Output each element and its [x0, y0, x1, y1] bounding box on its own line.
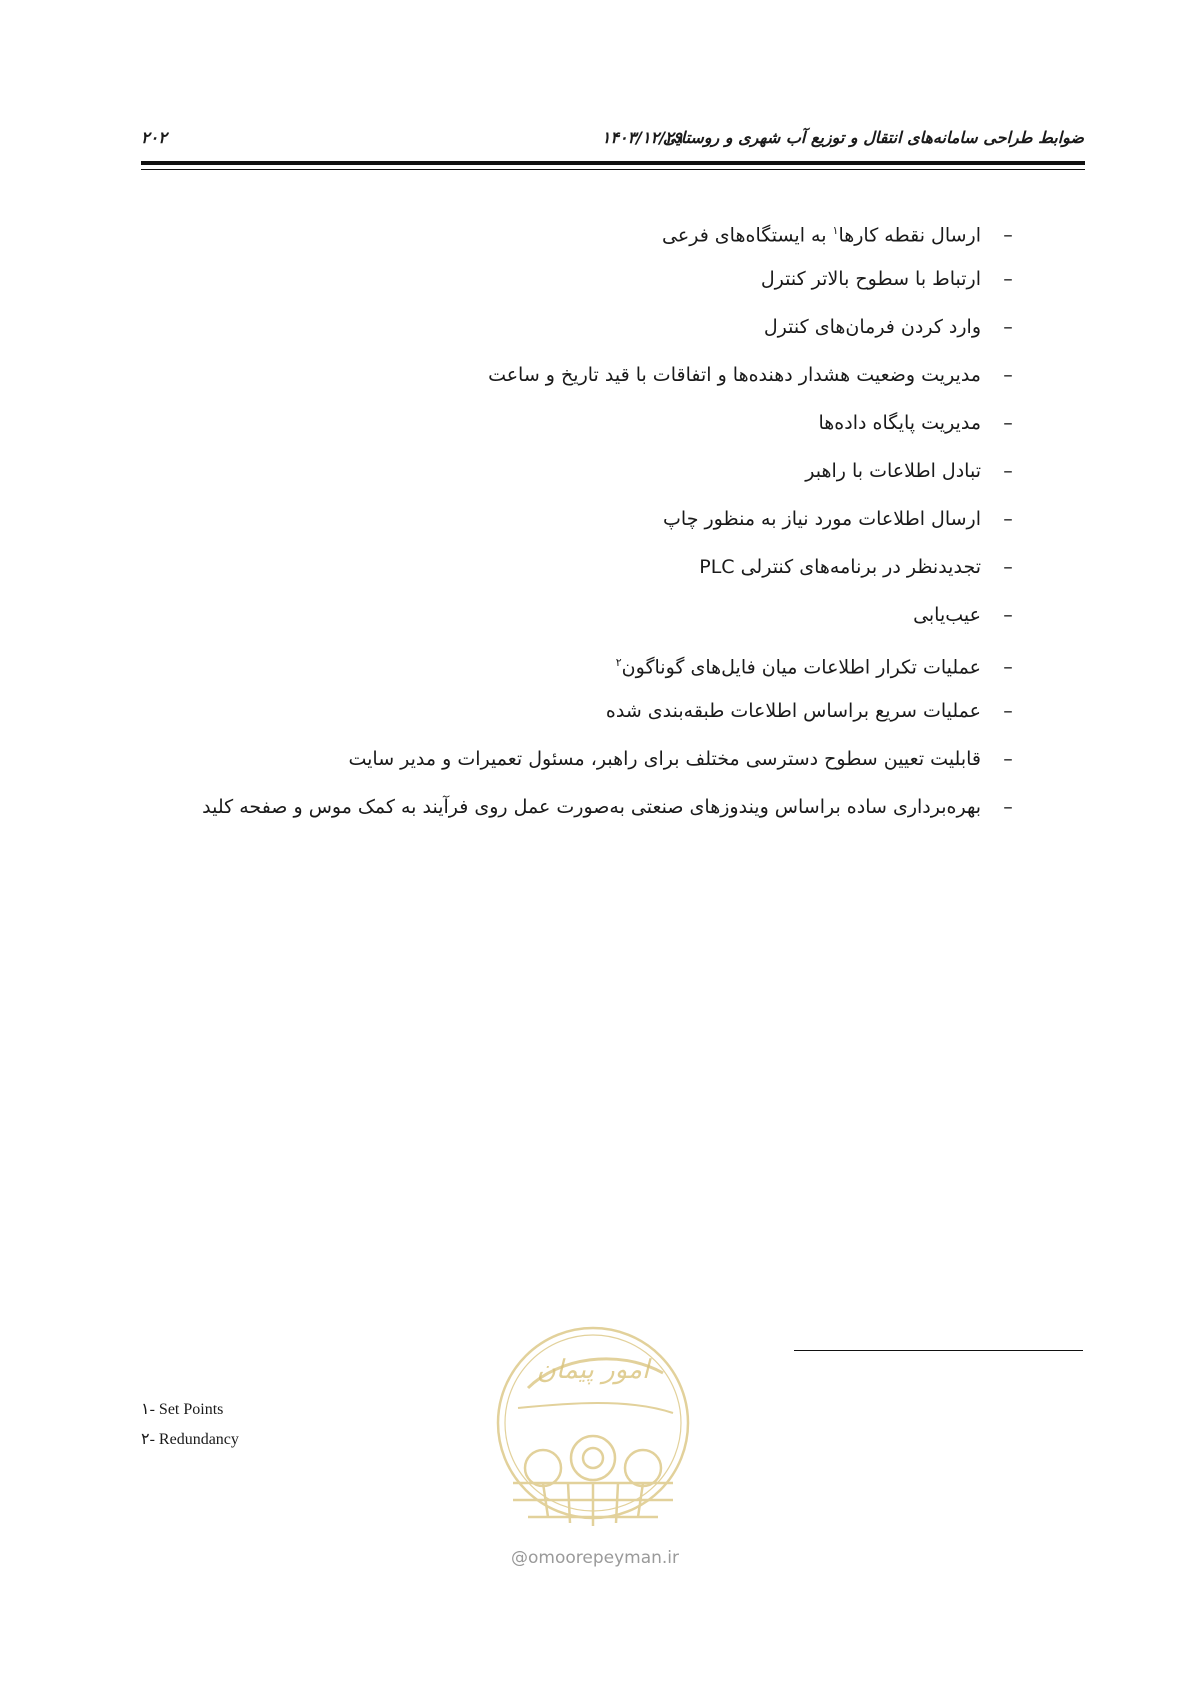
list-item — [141, 505, 1021, 553]
bullet-list — [141, 217, 1021, 841]
list-item-text-rest: به ایستگاه‌های فرعی — [662, 224, 833, 247]
footnote: ۱- Set Points — [141, 1401, 224, 1418]
bullet-dash: – — [1003, 656, 1013, 679]
list-item — [141, 553, 1021, 601]
watermark-url: @omoorepeyman.ir — [510, 1548, 680, 1568]
footnotes — [141, 1399, 239, 1459]
bullet-dash: – — [1003, 316, 1013, 338]
list-item-text: مدیریت پایگاه داده‌ها — [818, 412, 981, 434]
list-item — [141, 217, 1021, 265]
bullet-dash: – — [1003, 700, 1013, 722]
list-item — [141, 361, 1021, 409]
list-item — [141, 409, 1021, 457]
footnote-separator — [794, 1350, 1083, 1351]
bullet-dash: – — [1003, 556, 1013, 578]
bullet-dash: – — [1003, 412, 1013, 434]
list-item-text: بهره‌برداری ساده براساس ویندوزهای صنعتی به‌صورت عمل روی فرآیند به کمک موس و صفحه کلید — [202, 796, 981, 818]
list-item-text: ارسال اطلاعات مورد نیاز به منظور چاپ — [663, 508, 981, 530]
bullet-dash: – — [1003, 748, 1013, 770]
bullet-dash: – — [1003, 268, 1013, 290]
list-item-text: عیب‌یابی — [913, 604, 981, 626]
list-item-text: قابلیت تعیین سطوح دسترسی مختلف برای راهبر، مسئول تعمیرات و مدیر سایت — [348, 748, 981, 770]
list-item — [141, 745, 1021, 793]
page-header — [141, 128, 1084, 154]
page-number: ۲۰۲ — [141, 128, 167, 147]
list-item-text: مدیریت وضعیت هشدار دهنده‌ها و اتفاقات با قید تاریخ و ساعت — [488, 364, 981, 386]
list-item — [141, 793, 1021, 841]
list-item-text: وارد کردن فرمان‌های کنترل — [763, 316, 981, 338]
logo-text: امور پیمان — [536, 1355, 650, 1385]
bullet-dash: – — [1003, 224, 1013, 247]
list-item-text: تبادل اطلاعات با راهبر — [805, 460, 981, 482]
bullet-dash: – — [1003, 508, 1013, 530]
header-rule-thick — [141, 161, 1085, 165]
list-item-text: تجدیدنظر در برنامه‌های کنترلی PLC — [699, 556, 981, 578]
list-item-text: عملیات تکرار اطلاعات میان فایل‌های گوناگون — [621, 656, 981, 679]
header-rule-thin — [141, 169, 1085, 170]
list-item — [141, 313, 1021, 361]
list-item — [141, 697, 1021, 745]
header-title: ضوابط طراحی سامانه‌های انتقال و توزیع آب شهری و روستایی — [662, 128, 1084, 147]
bullet-dash: – — [1003, 604, 1013, 626]
footnote-ref: ۱ — [832, 224, 839, 237]
bullet-dash: – — [1003, 796, 1013, 818]
list-item-text: ارسال نقطه کارها — [838, 224, 981, 247]
list-item-text: عملیات سریع براساس اطلاعات طبقه‌بندی شده — [605, 700, 981, 722]
bullet-dash: – — [1003, 460, 1013, 482]
list-item-text: ارتباط با سطوح بالاتر کنترل — [760, 268, 981, 290]
bullet-dash: – — [1003, 364, 1013, 386]
footnote: ۲- Redundancy — [141, 1431, 239, 1448]
header-date: ۱۴۰۳/۱۲/۲۹ — [601, 128, 683, 147]
list-item — [141, 457, 1021, 505]
list-item — [141, 601, 1021, 649]
footnote-ref: ۲ — [615, 656, 622, 669]
list-item — [141, 265, 1021, 313]
publisher-seal-logo — [488, 1318, 698, 1568]
list-item — [141, 649, 1021, 697]
